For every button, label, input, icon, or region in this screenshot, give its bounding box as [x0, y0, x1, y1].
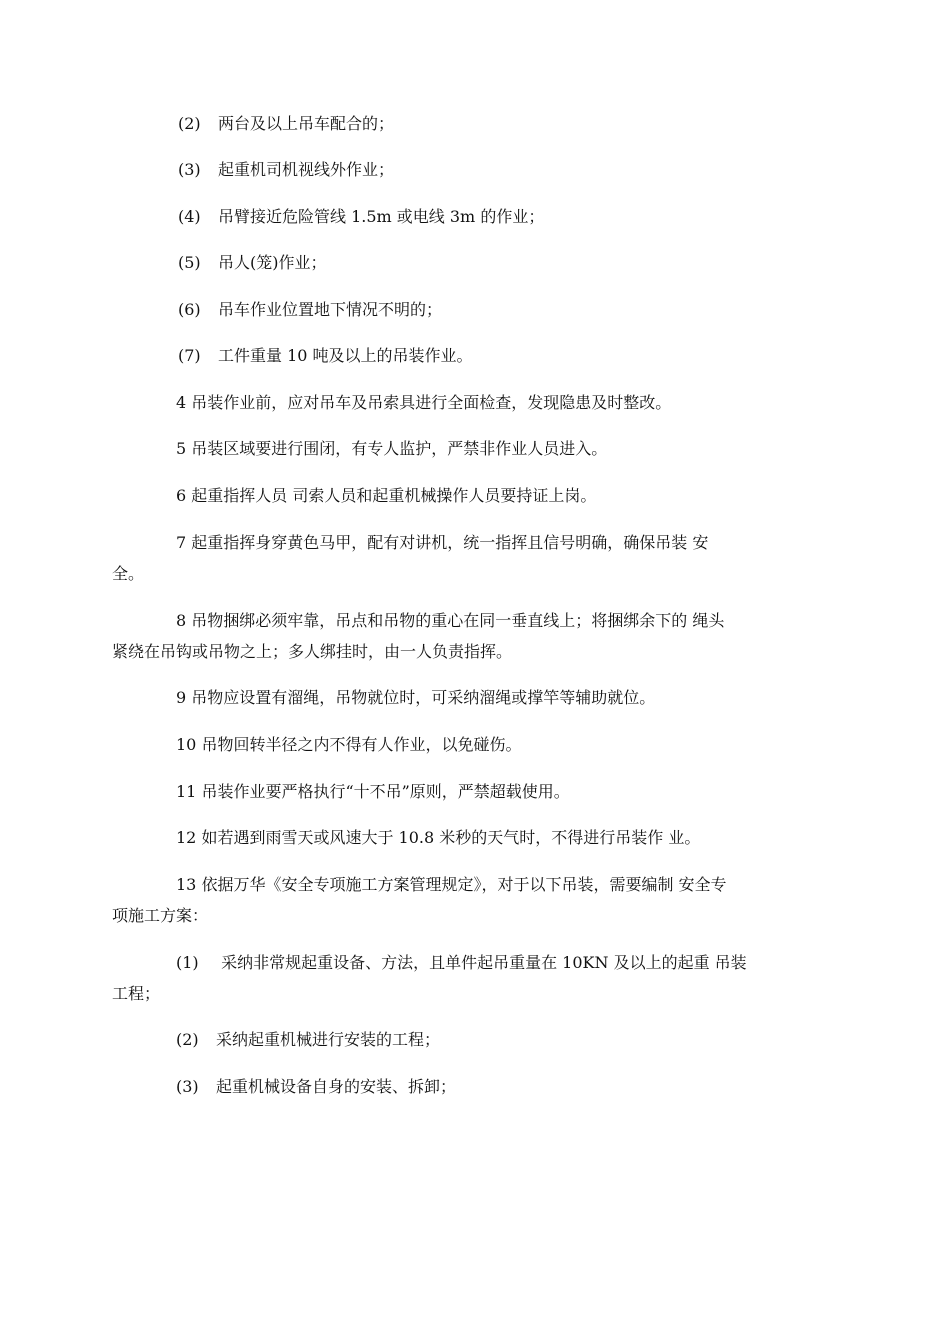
paragraph-8: 8 吊物捆绑必须牢靠，吊点和吊物的重心在同一垂直线上；将捆绑余下的 绳头 — [176, 611, 725, 630]
item-number: (5) — [178, 253, 201, 272]
list-item — [176, 1029, 440, 1051]
paragraph-13: 13 依据万华《安全专项施工方案管理规定》，对于以下吊装，需要编制 安全专 — [176, 875, 727, 894]
list-item — [178, 113, 394, 135]
item-number: (3) — [178, 160, 201, 179]
paragraph-7: 7 起重指挥身穿黄色马甲，配有对讲机，统一指挥且信号明确，确保吊装 安 — [176, 533, 709, 552]
item-number: (6) — [178, 300, 201, 319]
item-text: 吊人(笼)作业； — [218, 253, 327, 272]
item-number: (1) — [176, 953, 199, 972]
paragraph-13-continued: 项施工方案： — [112, 906, 209, 925]
paragraph-9: 9 吊物应设置有溜绳，吊物就位时，可采纳溜绳或撑竿等辅助就位。 — [176, 688, 656, 707]
paragraph-6: 6 起重指挥人员 司索人员和起重机械操作人员要持证上岗。 — [176, 486, 597, 505]
paragraph-7-continued: 全。 — [112, 564, 145, 583]
list-item — [178, 206, 544, 228]
list-item — [178, 252, 327, 274]
item-number: (4) — [178, 207, 201, 226]
paragraph-8-continued: 紧绕在吊钩或吊物之上；多人绑挂时，由一人负责指挥。 — [112, 642, 513, 661]
list-item — [178, 299, 442, 321]
item-text: 采纳非常规起重设备、方法，且单件起吊重量在 10KN 及以上的起重 吊装 — [216, 953, 747, 972]
list-item — [176, 952, 747, 974]
paragraph-11: 11 吊装作业要严格执行“十不吊”原则，严禁超载使用。 — [176, 782, 570, 801]
item-number: (2) — [178, 114, 201, 133]
item-number: (7) — [178, 346, 201, 365]
list-item — [176, 1076, 456, 1098]
list-item — [178, 159, 394, 181]
paragraph-12: 12 如若遇到雨雪天或风速大于 10.8 米秒的天气时，不得进行吊装作 业。 — [176, 828, 701, 847]
item-text: 吊臂接近危险管线 1.5m 或电线 3m 的作业； — [218, 207, 545, 226]
item-text: 吊车作业位置地下情况不明的； — [218, 300, 443, 319]
item-number: (2) — [176, 1030, 199, 1049]
item-text: 采纳起重机械进行安装的工程； — [216, 1030, 441, 1049]
item-text: 起重机械设备自身的安装、拆卸； — [216, 1077, 457, 1096]
item-text: 工件重量 10 吨及以上的吊装作业。 — [218, 346, 473, 365]
item-number: (3) — [176, 1077, 199, 1096]
item-text: 起重机司机视线外作业； — [218, 160, 395, 179]
list-item-continued: 工程； — [112, 984, 161, 1003]
paragraph-5: 5 吊装区域要进行围闭，有专人监护，严禁非作业人员进入。 — [176, 439, 608, 458]
paragraph-10: 10 吊物回转半径之内不得有人作业，以免碰伤。 — [176, 735, 522, 754]
list-item — [178, 345, 473, 367]
item-text: 两台及以上吊车配合的； — [218, 114, 395, 133]
paragraph-4: 4 吊装作业前，应对吊车及吊索具进行全面检查，发现隐患及时整改。 — [176, 393, 672, 412]
